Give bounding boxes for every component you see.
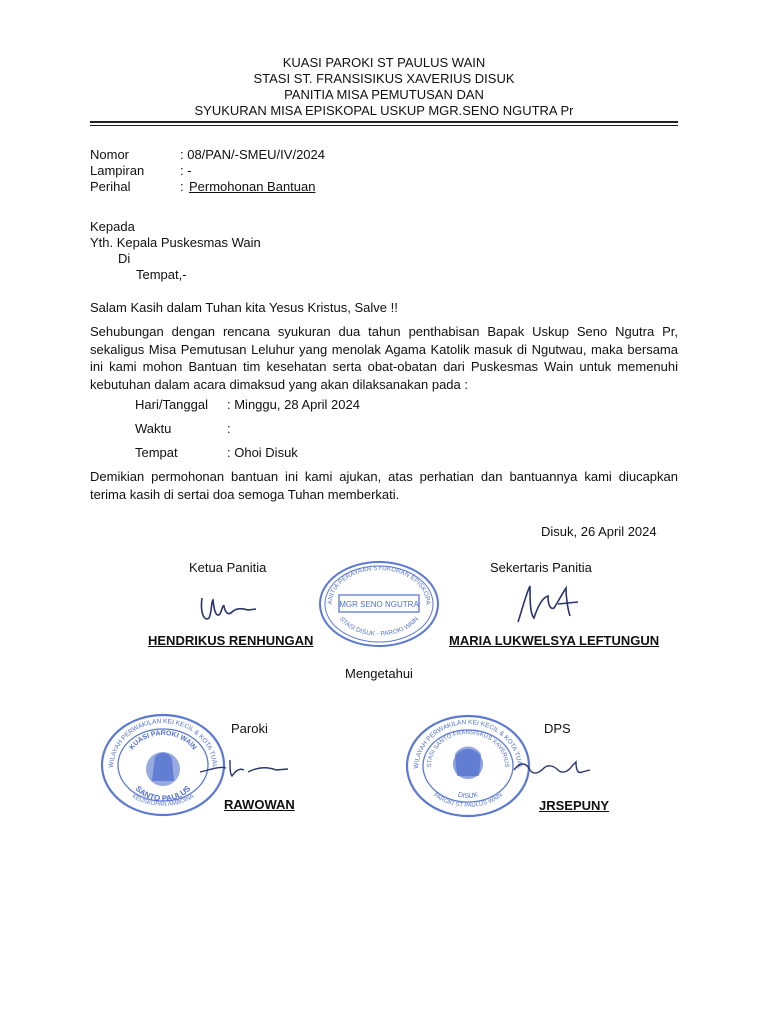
greeting: Salam Kasih dalam Tuhan kita Yesus Kristus, Salve !! <box>90 300 398 315</box>
hari-value: : Minggu, 28 April 2024 <box>227 397 360 412</box>
paroki-title: Paroki <box>231 721 268 736</box>
paroki-stamp-footer-text: KEUSKUPAN AMBOINA <box>130 793 196 808</box>
stasi-stamp-footer-text: PAROKI ST PAULUS WAIN <box>432 792 504 809</box>
sekretaris-name: MARIA LUKWELSYA LEFTUNGUN <box>449 633 660 648</box>
paroki-name-fragment: RAWOWAN <box>224 797 295 812</box>
tempat-label: Tempat <box>135 445 178 460</box>
paroki-stamp-bottom-text: SANTO PAULUS <box>133 784 193 804</box>
nomor-value: : 08/PAN/-SMEU/IV/2024 <box>180 147 325 162</box>
panitia-stamp <box>318 560 440 648</box>
body-paragraph-1: Sehubungan dengan rencana syukuran dua tahun penthabisan Bapak Uskup Seno Ngutra Pr, sekaligus Misa Pemutusan Leluhur yang menolak Agama Katolik masuk di Ngutwau, maka bersama ini kami mohon Bantuan tim kesehatan serta obat-obatan dari Puskesmas Wain untuk memenuhi kebutuhan dalam acara dimaksud yang akan dilaksanakan pada : <box>90 324 678 392</box>
panitia-stamp-bottom-text: STASI DISUK - PAROKI WAIN <box>337 615 421 638</box>
kepada-label: Kepada <box>90 219 135 234</box>
header-line-4: SYUKURAN MISA EPISKOPAL USKUP MGR.SENO NGUTRA Pr <box>194 103 574 118</box>
header-line-3: PANITIA MISA PEMUTUSAN DAN <box>284 87 484 102</box>
perihal-colon: : <box>180 179 184 194</box>
sekretaris-title: Sekertaris Panitia <box>490 560 592 575</box>
dps-name-fragment: JRSEPUNY <box>539 798 610 813</box>
header-line-1: KUASI PAROKI ST PAULUS WAIN <box>282 55 486 70</box>
panitia-stamp-top-text: ANITIA PERAYAAN SYUKURAN EPISKOPA <box>326 564 432 605</box>
recipient-name: Yth. Kepala Puskesmas Wain <box>90 235 261 250</box>
lampiran-label: Lampiran <box>90 163 145 178</box>
waktu-value: : <box>227 421 231 436</box>
paroki-stamp-top-text: WILAYAH PERWAKILAN KEI KECIL & KOTA TUAL <box>107 717 219 769</box>
header-rule-thin <box>90 125 678 126</box>
paroki-stamp-inner-text: KUASI PAROKI WAIN <box>128 729 198 752</box>
dps-signature <box>510 752 594 784</box>
header-line-2: STASI ST. FRANSISIKUS XAVERIUS DISUK <box>253 71 515 86</box>
recipient-di: Di <box>118 251 131 266</box>
panitia-stamp-center-text: MGR SENO NGUTRA <box>339 600 419 609</box>
ketua-name: HENDRIKUS RENHUNGAN <box>148 633 314 648</box>
stasi-stamp-inner-text: STASI SANTO FRANSISKUS XAVERIUS <box>426 729 510 768</box>
recipient-tempat: Tempat,- <box>136 267 187 282</box>
ketua-title: Ketua Panitia <box>189 560 267 575</box>
mengetahui-label: Mengetahui <box>345 666 413 681</box>
lampiran-value: : - <box>180 163 192 178</box>
tempat-value: : Ohoi Disuk <box>227 445 298 460</box>
sekretaris-signature <box>512 580 582 628</box>
stasi-stamp-bottom-text: DISUK <box>456 791 480 801</box>
perihal-value: Permohonan Bantuan <box>189 179 316 194</box>
stasi-stamp-top-text: WILAYAH PERWAKILAN KEI KECIL & KOTA TUAL <box>412 718 524 770</box>
nomor-label: Nomor <box>90 147 130 162</box>
perihal-label: Perihal <box>90 179 131 194</box>
waktu-label: Waktu <box>135 421 172 436</box>
hari-label: Hari/Tanggal <box>135 397 208 412</box>
ketua-signature <box>196 588 260 628</box>
dps-title: DPS <box>544 721 571 736</box>
date-place: Disuk, 26 April 2024 <box>541 524 657 539</box>
paroki-signature <box>196 752 292 782</box>
header-rule-thick <box>90 121 678 123</box>
closing-paragraph: Demikian permohonan bantuan ini kami ajukan, atas perhatian dan bantuannya kami diucapkan terima kasih di sertai doa semoga Tuhan memberkati. <box>90 469 678 502</box>
